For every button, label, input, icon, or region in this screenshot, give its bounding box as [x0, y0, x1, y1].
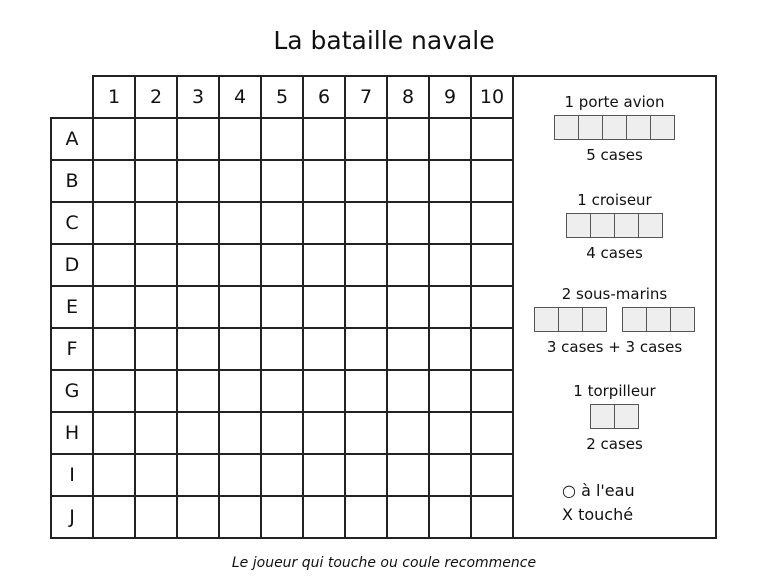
column-header: 7: [345, 76, 387, 118]
ship-3: [512, 382, 717, 453]
grid-cell[interactable]: [429, 496, 471, 538]
grid-cell[interactable]: [471, 496, 513, 538]
ship-size-label: 4 cases: [586, 244, 643, 262]
column-header: 5: [261, 76, 303, 118]
grid-cell[interactable]: [345, 286, 387, 328]
battleship-grid: [50, 75, 514, 539]
grid-cell[interactable]: [387, 244, 429, 286]
grid-cell[interactable]: [345, 160, 387, 202]
grid-cell[interactable]: [93, 202, 135, 244]
ship-size-label: 3 cases + 3 cases: [546, 338, 683, 356]
grid-cell[interactable]: [429, 412, 471, 454]
grid-cell[interactable]: [219, 286, 261, 328]
row-header: E: [51, 286, 93, 328]
grid-cell[interactable]: [93, 160, 135, 202]
grid-cell[interactable]: [135, 244, 177, 286]
grid-cell[interactable]: [135, 118, 177, 160]
column-header: 8: [387, 76, 429, 118]
grid-cell[interactable]: [177, 244, 219, 286]
grid-cell[interactable]: [219, 118, 261, 160]
ship-cells: [591, 404, 639, 429]
grid-cell[interactable]: [93, 454, 135, 496]
grid-cell[interactable]: [303, 328, 345, 370]
grid-cell[interactable]: [303, 412, 345, 454]
grid-cell[interactable]: [345, 328, 387, 370]
grid-cell[interactable]: [471, 328, 513, 370]
column-header: 4: [219, 76, 261, 118]
grid-cell[interactable]: [429, 244, 471, 286]
grid-cell[interactable]: [471, 160, 513, 202]
ship-size-label: 5 cases: [586, 146, 643, 164]
row-header: I: [51, 454, 93, 496]
column-header: 10: [471, 76, 513, 118]
legend-water: ○ à l'eau: [562, 481, 635, 500]
grid-cell[interactable]: [177, 328, 219, 370]
grid-cell[interactable]: [219, 370, 261, 412]
column-header: 9: [429, 76, 471, 118]
grid-cell[interactable]: [261, 202, 303, 244]
grid-cell[interactable]: [303, 118, 345, 160]
grid-cell[interactable]: [345, 454, 387, 496]
footer-note: Le joueur qui touche ou coule recommence: [231, 555, 537, 571]
grid-cell[interactable]: [219, 412, 261, 454]
grid-cell[interactable]: [471, 202, 513, 244]
grid-cell[interactable]: [261, 496, 303, 538]
grid-cell[interactable]: [471, 412, 513, 454]
ship-cells: [567, 213, 663, 238]
grid-cell[interactable]: [303, 496, 345, 538]
grid-cell[interactable]: [345, 202, 387, 244]
grid-cell[interactable]: [345, 370, 387, 412]
circle-icon: ○: [562, 481, 576, 500]
grid-cell[interactable]: [471, 118, 513, 160]
grid-cell[interactable]: [135, 370, 177, 412]
ship-cells: [623, 307, 695, 332]
grid-cell[interactable]: [219, 202, 261, 244]
page-title: La bataille navale: [273, 26, 495, 55]
row-header: A: [51, 118, 93, 160]
x-icon: X: [562, 505, 573, 524]
grid-cell[interactable]: [261, 454, 303, 496]
grid-cell[interactable]: [261, 286, 303, 328]
ships-panel: [512, 75, 717, 539]
grid-cell[interactable]: [261, 118, 303, 160]
ship-cells: [555, 115, 675, 140]
grid-cell[interactable]: [93, 244, 135, 286]
ship-cells: [535, 307, 607, 332]
row-header: D: [51, 244, 93, 286]
grid-cell[interactable]: [219, 328, 261, 370]
grid-cell[interactable]: [429, 328, 471, 370]
grid-cell[interactable]: [177, 496, 219, 538]
grid-cell[interactable]: [387, 202, 429, 244]
row-header: H: [51, 412, 93, 454]
grid-cell[interactable]: [135, 454, 177, 496]
grid-cell[interactable]: [177, 118, 219, 160]
grid-cell[interactable]: [471, 286, 513, 328]
grid-cell[interactable]: [345, 118, 387, 160]
ship-0: [512, 93, 717, 164]
grid-cell[interactable]: [93, 370, 135, 412]
grid-cell[interactable]: [303, 160, 345, 202]
grid-cell[interactable]: [387, 370, 429, 412]
grid-cell[interactable]: [345, 244, 387, 286]
row-header: C: [51, 202, 93, 244]
grid-cell[interactable]: [387, 412, 429, 454]
grid-cell[interactable]: [387, 286, 429, 328]
grid-cell[interactable]: [471, 244, 513, 286]
ship-2: [512, 285, 717, 356]
column-header: 2: [135, 76, 177, 118]
grid-cell[interactable]: [261, 328, 303, 370]
grid-cell[interactable]: [387, 454, 429, 496]
grid-cell[interactable]: [471, 370, 513, 412]
grid-cell[interactable]: [471, 454, 513, 496]
ship-name: 1 torpilleur: [573, 382, 656, 400]
grid-cell[interactable]: [93, 118, 135, 160]
grid-cell[interactable]: [261, 370, 303, 412]
grid-cell[interactable]: [429, 370, 471, 412]
grid-cell[interactable]: [93, 286, 135, 328]
grid-cell[interactable]: [429, 160, 471, 202]
ship-name: 1 porte avion: [564, 93, 665, 111]
grid-cell[interactable]: [177, 286, 219, 328]
grid-cell[interactable]: [387, 160, 429, 202]
grid-cell[interactable]: [219, 454, 261, 496]
grid-cell[interactable]: [303, 244, 345, 286]
column-header: 6: [303, 76, 345, 118]
row-header: J: [51, 496, 93, 538]
grid-cell[interactable]: [93, 328, 135, 370]
grid-cell[interactable]: [135, 286, 177, 328]
grid-cell[interactable]: [429, 118, 471, 160]
grid-cell[interactable]: [93, 412, 135, 454]
grid-cell[interactable]: [135, 202, 177, 244]
legend-hit: X touché: [562, 505, 634, 524]
grid-cell[interactable]: [387, 496, 429, 538]
grid-cell[interactable]: [177, 202, 219, 244]
grid-cell[interactable]: [303, 454, 345, 496]
grid-cell[interactable]: [261, 412, 303, 454]
grid-cell[interactable]: [345, 412, 387, 454]
column-header: 1: [93, 76, 135, 118]
row-header: G: [51, 370, 93, 412]
grid-cell[interactable]: [303, 286, 345, 328]
grid-cell[interactable]: [261, 160, 303, 202]
grid-cell[interactable]: [429, 454, 471, 496]
grid-cell[interactable]: [429, 286, 471, 328]
ship-name: 2 sous-marins: [561, 285, 668, 303]
corner-cell: [51, 76, 93, 118]
grid-cell[interactable]: [135, 412, 177, 454]
grid-cell[interactable]: [303, 370, 345, 412]
grid-cell[interactable]: [219, 160, 261, 202]
grid-cell[interactable]: [135, 328, 177, 370]
grid-cell[interactable]: [177, 160, 219, 202]
grid-cell[interactable]: [387, 328, 429, 370]
row-header: B: [51, 160, 93, 202]
grid-cell[interactable]: [135, 496, 177, 538]
grid-cell[interactable]: [93, 496, 135, 538]
grid-cell[interactable]: [219, 244, 261, 286]
ship-size-label: 2 cases: [586, 435, 643, 453]
column-header: 3: [177, 76, 219, 118]
grid-cell[interactable]: [219, 496, 261, 538]
grid-cell[interactable]: [177, 370, 219, 412]
grid-cell[interactable]: [345, 496, 387, 538]
grid-cell[interactable]: [177, 454, 219, 496]
ship-name: 1 croiseur: [577, 191, 652, 209]
grid-cell[interactable]: [135, 160, 177, 202]
grid-cell[interactable]: [261, 244, 303, 286]
row-header: F: [51, 328, 93, 370]
grid-cell[interactable]: [387, 118, 429, 160]
grid-cell[interactable]: [177, 412, 219, 454]
grid-cell[interactable]: [429, 202, 471, 244]
grid-cell[interactable]: [303, 202, 345, 244]
ship-1: [512, 191, 717, 262]
